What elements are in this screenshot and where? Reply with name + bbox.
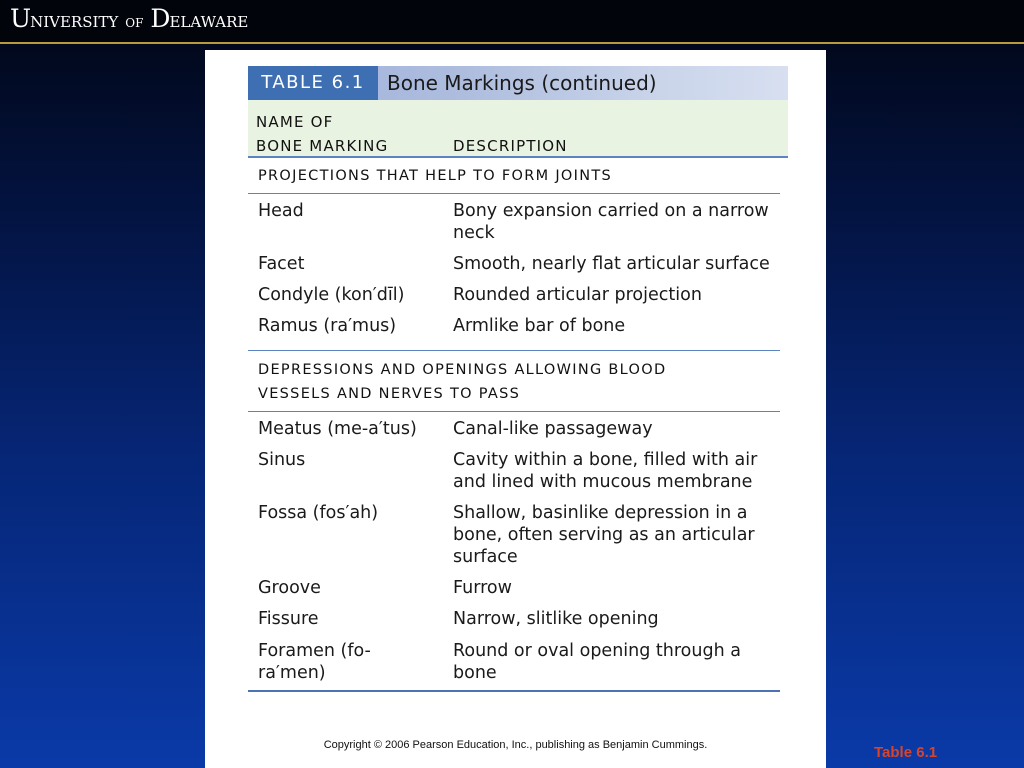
row-name: Meatus (me-a′tus) (258, 419, 417, 439)
row-name: Ramus (ra′mus) (258, 316, 397, 336)
row-description: Bony expansion carried on a narrow neck (453, 201, 769, 243)
university-logo (10, 4, 248, 33)
section-divider (248, 193, 780, 194)
section-divider (248, 411, 780, 412)
logo-letter-u: U (10, 4, 31, 33)
section-title-line: DEPRESSIONS AND OPENINGS ALLOWING BLOOD (258, 362, 667, 378)
row-description: Round or oval opening through a bone (453, 641, 741, 683)
row-description: Narrow, slitlike opening (453, 609, 659, 629)
logo-elaware: ELAWARE (169, 13, 249, 31)
table-title: Bone Markings (continued) (387, 71, 657, 95)
slide-caption: Table 6.1 (874, 744, 938, 761)
header-bar (0, 0, 1024, 44)
row-name: Fissure (258, 609, 319, 629)
column-header-name-line1: NAME OF (256, 113, 334, 131)
section-title-line: PROJECTIONS THAT HELP TO FORM JOINTS (258, 168, 613, 184)
row-name: Condyle (kon′dīl) (258, 285, 405, 305)
table-card (205, 50, 826, 768)
column-header-name (256, 110, 388, 158)
row-description: Shallow, basinlike depression in a bone, often serving as an articular surface (453, 503, 755, 567)
row-description: Canal-like passageway (453, 419, 653, 439)
row-name: Facet (258, 254, 305, 274)
row-description: Furrow (453, 578, 512, 598)
row-description: Cavity within a bone, filled with air and lined with mucous membrane (453, 450, 758, 492)
row-description: Smooth, nearly flat articular surface (453, 254, 770, 274)
table-label: TABLE 6.1 (248, 66, 378, 100)
logo-of: OF (125, 16, 144, 30)
column-header (248, 100, 788, 158)
row-name: Fossa (fos′ah) (258, 503, 379, 523)
table-title-bar (248, 66, 788, 100)
logo-niversity: NIVERSITY (30, 13, 119, 31)
section-title-line: VESSELS AND NERVES TO PASS (258, 386, 521, 402)
row-description: Rounded articular projection (453, 285, 702, 305)
section-divider (248, 350, 780, 351)
column-header-description: DESCRIPTION (453, 137, 568, 155)
row-name: Head (258, 201, 304, 221)
section-title-depressions (258, 358, 666, 406)
logo-letter-d: D (150, 4, 170, 33)
row-description: Armlike bar of bone (453, 316, 626, 336)
column-header-name-line2: BONE MARKING (256, 137, 389, 155)
copyright-notice: Copyright © 2006 Pearson Education, Inc., publishing as Benjamin Cummings. (323, 739, 708, 751)
row-name: Groove (258, 578, 321, 598)
table-bottom-rule (248, 690, 780, 692)
row-name: Foramen (fo-ra′men) (258, 641, 371, 683)
row-name: Sinus (258, 450, 306, 470)
section-title-projections (258, 164, 612, 188)
